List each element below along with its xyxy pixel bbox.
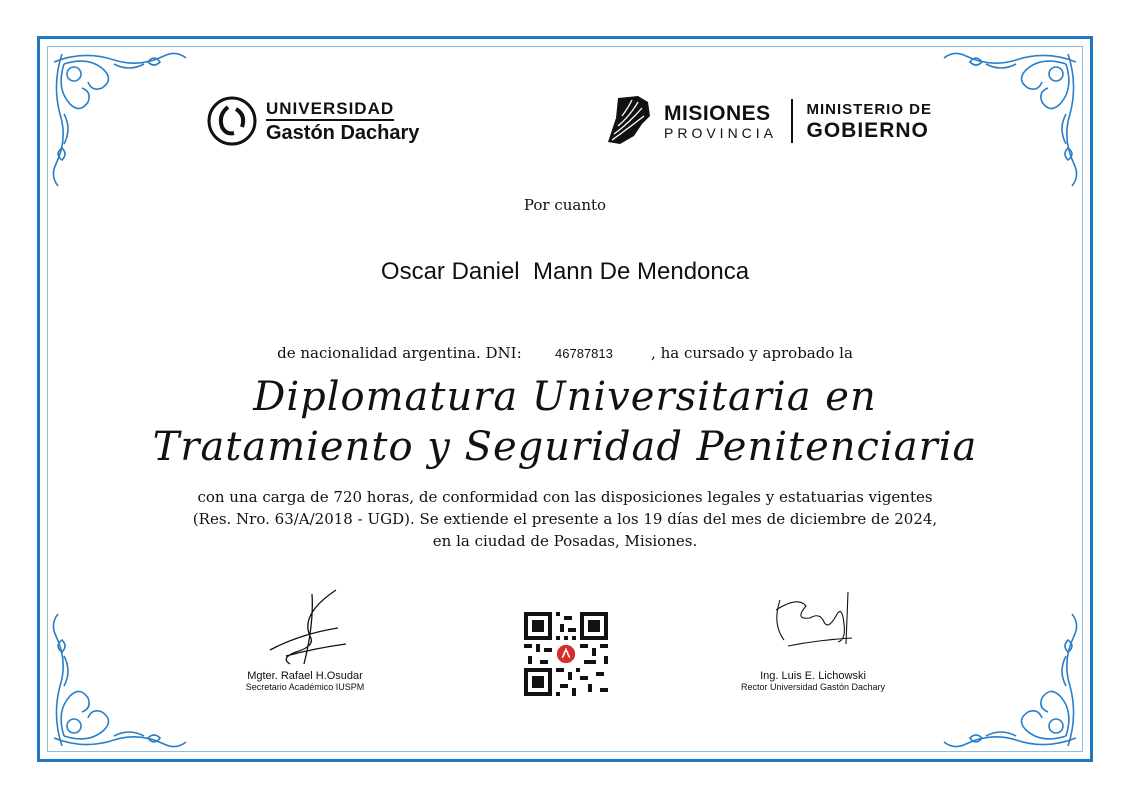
signature-left (225, 584, 385, 692)
signature-left-role: Secretario Académico IUSPM (245, 682, 365, 692)
ministerio-logo-top: MINISTERIO DE (806, 100, 933, 118)
corner-ornament-icon (44, 606, 194, 756)
misiones-logo-top: MISIONES (664, 101, 771, 125)
recipient-name: Oscar Daniel Mann De Mendonca (380, 258, 750, 285)
dni-line (0, 344, 1130, 362)
qr-code-icon (524, 612, 608, 696)
diploma-title-line2: Tratamiento y Seguridad Penitenciaria (152, 424, 978, 470)
corner-ornament-icon (44, 44, 194, 194)
signature-left-scribble (240, 584, 370, 670)
diploma-title-line1: Diplomatura Universitaria en (253, 374, 877, 420)
ministerio-logo-bottom: GOBIERNO (806, 118, 929, 142)
signature-right-name: Ing. Luis E. Lichowski (760, 670, 866, 682)
dni-suffix: , ha cursado y aprobado la (651, 344, 853, 362)
misiones-logo-icon (604, 94, 656, 148)
dni-value: 46787813 (555, 346, 613, 361)
por-cuanto-text: Por cuanto (523, 196, 607, 214)
body-line-3: en la ciudad de Posadas, Misiones. (432, 532, 698, 550)
misiones-logo (604, 94, 932, 148)
body-line-2: (Res. Nro. 63/A/2018 - UGD). Se extiende el presente a los 19 días del mes de diciembre de 2024, (192, 510, 938, 528)
signature-right (718, 584, 908, 692)
logo-separator (791, 99, 793, 143)
dni-prefix: de nacionalidad argentina. DNI: (277, 344, 522, 362)
misiones-logo-bottom: PROVINCIA (664, 124, 778, 141)
signature-right-scribble (758, 584, 868, 670)
ugd-logo-top: UNIVERSIDAD (266, 100, 394, 121)
certificate-body (0, 486, 1130, 552)
ugd-logo (206, 95, 419, 147)
corner-ornament-icon (936, 606, 1086, 756)
signature-left-name: Mgter. Rafael H.Osudar (247, 670, 363, 682)
signature-right-role: Rector Universidad Gastón Dachary (740, 682, 886, 692)
corner-ornament-icon (936, 44, 1086, 194)
ugd-logo-bottom: Gastón Dachary (266, 121, 420, 144)
body-line-1: con una carga de 720 horas, de conformidad con las disposiciones legales y estatuarias vigentes (197, 488, 933, 506)
ugd-logo-icon (206, 95, 258, 147)
